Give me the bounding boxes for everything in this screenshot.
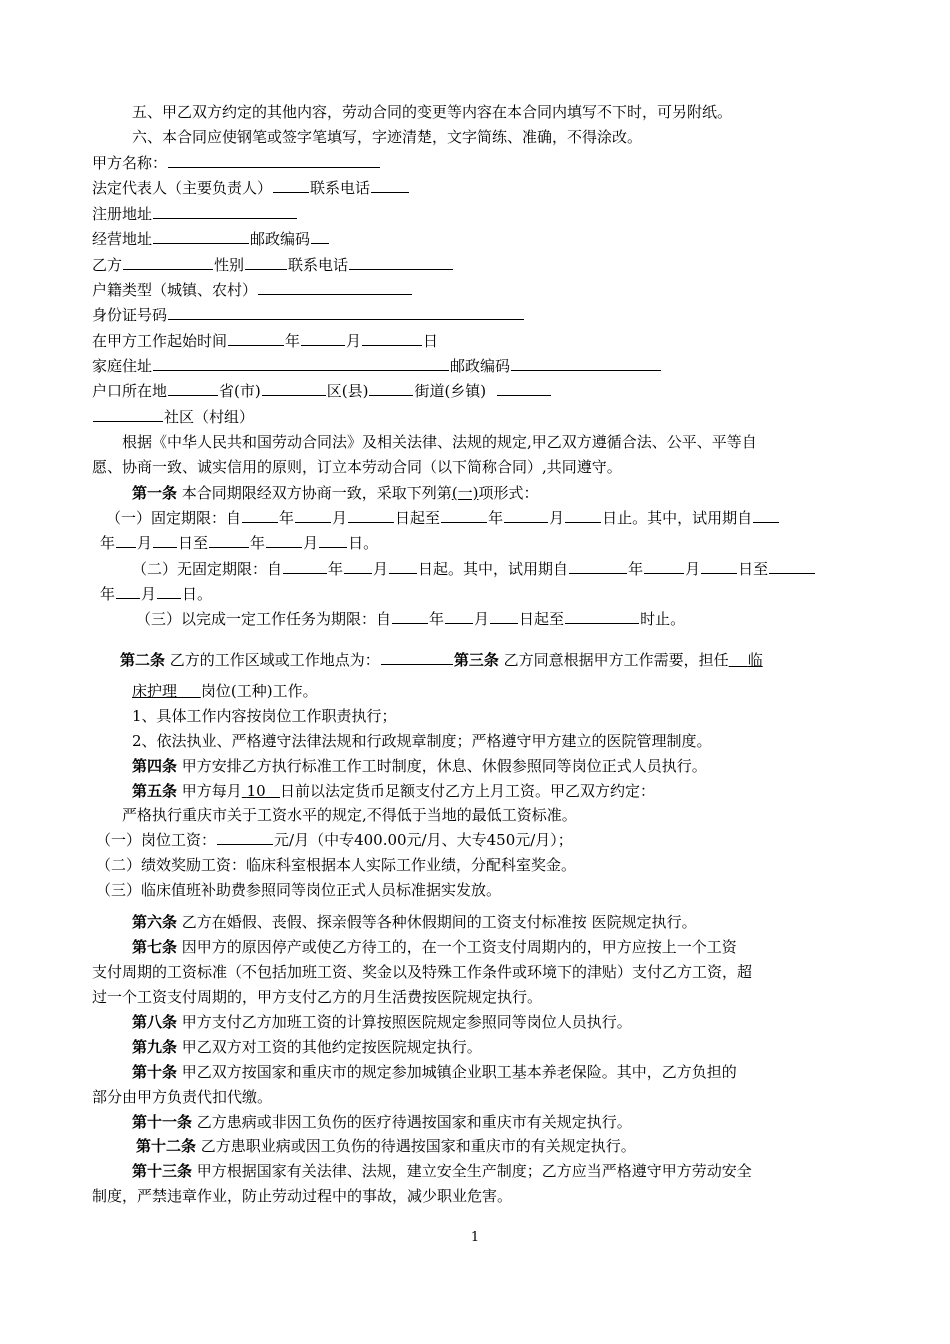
hukou-type-blank[interactable] — [258, 278, 412, 295]
reg-address-blank[interactable] — [153, 202, 297, 219]
task-start-month-blank[interactable] — [445, 607, 473, 624]
art7-title: 第七条 — [132, 938, 178, 956]
home-address-blank[interactable] — [153, 354, 449, 371]
work-location-blank[interactable] — [381, 648, 453, 665]
hukou-type-row: 户籍类型（城镇、农村） — [92, 278, 862, 302]
fixed-end-month-blank[interactable] — [504, 506, 548, 523]
fixed-start-month-blank[interactable] — [295, 506, 331, 523]
art1-opt2-line1: （二）无固定期限：自 年 月 日起。其中，试用期自 年 月 日至 — [132, 557, 872, 581]
open-prob-end-month-blank[interactable] — [116, 582, 140, 599]
note-5: 五、甲乙双方约定的其他内容，劳动合同的变更等内容在本合同内填写不下时，可另附纸。 — [132, 103, 733, 121]
intro-line-2: 愿、协商一致、诚实信用的原则，订立本劳动合同（以下简称合同）,共同遵守。 — [92, 458, 622, 476]
street-blank[interactable] — [369, 379, 413, 396]
art3-post-row: 床护理 岗位(工种)工作。 — [132, 682, 318, 700]
wage-1: （一）岗位工资： 元/月（中专400.00元/月、大专450元/月）； — [96, 828, 866, 852]
art3-title: 第三条 — [453, 651, 499, 669]
open-start-year-blank[interactable] — [283, 557, 327, 574]
open-prob-year-blank[interactable] — [569, 557, 627, 574]
art13-line-1: 第十三条 甲方根据国家有关法律、法规，建立安全生产制度；乙方应当严格遵守甲方劳动安全 — [132, 1162, 752, 1180]
biz-address-blank[interactable] — [153, 227, 249, 244]
home-address-row: 家庭住址 邮政编码 — [92, 354, 862, 378]
post-value-b[interactable]: 床护理 — [132, 682, 178, 700]
party-b-row: 乙方 性别 联系电话 — [92, 253, 862, 277]
fixed-prob-end-year-blank[interactable] — [209, 531, 249, 548]
fixed-prob-end-day-blank[interactable] — [319, 531, 347, 548]
note-6: 六、本合同应使钢笔或签字笔填写，字迹清楚，文字简练、准确，不得涂改。 — [132, 128, 643, 146]
intro-line-1: 根据《中华人民共和国劳动合同法》及相关法律、法规的规定,甲乙双方遵循合法、公平、平等自 — [122, 433, 757, 451]
post-value-a[interactable]: 临 — [747, 651, 763, 669]
art7-line-3: 过一个工资支付周期的，甲方支付乙方的月生活费按医院规定执行。 — [92, 988, 543, 1006]
art2-3-row: 第二条 乙方的工作区域或工作地点为： 第三条 乙方同意根据甲方工作需要，担任 临 — [120, 648, 865, 672]
art1-opt1-line2: 年 月 日至 年 月 日。 — [100, 531, 870, 555]
biz-address-row: 经营地址 邮政编码 — [92, 227, 862, 251]
postcode-blank[interactable] — [311, 227, 329, 244]
gender-blank[interactable] — [245, 253, 287, 270]
art8: 第八条 甲方支付乙方加班工资的计算按照医院规定参照同等岗位人员执行。 — [132, 1013, 632, 1031]
fixed-prob-end-month-blank[interactable] — [266, 531, 302, 548]
open-prob-end-day-blank[interactable] — [157, 582, 181, 599]
community-blank[interactable] — [93, 405, 163, 422]
hukou-location-row: 户口所在地 省(市) 区(县) 街道(乡镇) — [92, 379, 862, 403]
phone-blank[interactable] — [371, 176, 409, 193]
start-year-blank[interactable] — [228, 329, 284, 346]
art6-title: 第六条 — [132, 913, 178, 931]
wage-2: （二）绩效奖励工资：临床科室根据本人实际工作业绩，分配科室奖金。 — [96, 856, 577, 874]
start-time-row: 在甲方工作起始时间 年 月 日 — [92, 329, 862, 353]
district-blank[interactable] — [262, 379, 326, 396]
open-start-day-blank[interactable] — [389, 557, 417, 574]
art11-title: 第十一条 — [132, 1113, 193, 1131]
fixed-prob-month-blank[interactable] — [116, 531, 136, 548]
fixed-start-day-blank[interactable] — [348, 506, 394, 523]
art5-line-1: 第五条 甲方每月 10 日前以法定货币足额支付乙方上月工资。甲乙双方约定： — [132, 782, 656, 800]
task-start-year-blank[interactable] — [392, 607, 428, 624]
art13-line-2: 制度，严禁违章作业，防止劳动过程中的事故，减少职业危害。 — [92, 1187, 513, 1205]
art7-line-2: 支付周期的工资标准（不包括加班工资、奖金以及特殊工作条件或环境下的津贴）支付乙方工资，超 — [92, 963, 753, 981]
art1-head-row: 第一条 本合同期限经双方协商一致，采取下列第(一)项形式： — [132, 484, 539, 502]
art2-title: 第二条 — [120, 651, 166, 669]
term-choice[interactable]: (一) — [451, 484, 479, 502]
legal-rep-blank[interactable] — [273, 176, 309, 193]
home-postcode-blank[interactable] — [511, 354, 661, 371]
open-start-month-blank[interactable] — [344, 557, 372, 574]
party-b-phone-blank[interactable] — [349, 253, 453, 270]
province-blank[interactable] — [168, 379, 218, 396]
id-number-row: 身份证号码 — [92, 303, 862, 327]
legal-rep-row: 法定代表人（主要负责人） 联系电话 — [92, 176, 862, 200]
art11: 第十一条 乙方患病或非因工负伤的医疗待遇按国家和重庆市有关规定执行。 — [132, 1113, 632, 1131]
wage-3: （三）临床值班补助费参照同等岗位正式人员标准据实发放。 — [96, 881, 502, 899]
fixed-end-year-blank[interactable] — [441, 506, 487, 523]
art3-item-2: 2、依法执业、严格遵守法律法规和行政规章制度；严格遵守甲方建立的医院管理制度。 — [132, 732, 712, 750]
art12: 第十二条 乙方患职业病或因工负伤的待遇按国家和重庆市的有关规定执行。 — [136, 1137, 636, 1155]
art3-item-1: 1、具体工作内容按岗位工作职责执行； — [132, 707, 397, 725]
page-number: 1 — [470, 1230, 480, 1245]
open-prob-month-blank[interactable] — [644, 557, 684, 574]
task-end-blank[interactable] — [565, 607, 639, 624]
id-number-blank[interactable] — [168, 303, 524, 320]
art10-title: 第十条 — [132, 1063, 178, 1081]
open-prob-day-blank[interactable] — [701, 557, 737, 574]
party-a-name-row: 甲方名称： — [92, 151, 862, 175]
art1-opt1-line1: （一）固定期限：自 年 月 日起至 年 月 日止。其中，试用期自 — [106, 506, 866, 530]
art8-title: 第八条 — [132, 1013, 178, 1031]
art7-line-1: 第七条 因甲方的原因停产或使乙方待工的，在一个工资支付周期内的，甲方应按上一个工资 — [132, 938, 737, 956]
party-b-blank[interactable] — [123, 253, 213, 270]
art10-line-2: 部分由甲方负责代扣代缴。 — [92, 1088, 273, 1106]
community-row: 社区（村组） — [92, 405, 862, 429]
art13-title: 第十三条 — [132, 1162, 193, 1180]
fixed-prob-day-blank[interactable] — [153, 531, 177, 548]
art10-line-1: 第十条 甲乙双方按国家和重庆市的规定参加城镇企业职工基本养老保险。其中，乙方负担的 — [132, 1063, 737, 1081]
art4: 第四条 甲方安排乙方执行标准工作工时制度，休息、休假参照同等岗位正式人员执行。 — [132, 757, 707, 775]
art1-title: 第一条 — [132, 484, 178, 502]
art9: 第九条 甲乙双方对工资的其他约定按医院规定执行。 — [132, 1038, 482, 1056]
reg-address-row: 注册地址 — [92, 202, 862, 226]
fixed-probation-blank[interactable] — [753, 506, 779, 523]
art12-title: 第十二条 — [136, 1137, 197, 1155]
art1-opt3: （三）以完成一定工作任务为期限：自 年 月 日起至 时止。 — [136, 607, 866, 631]
art4-title: 第四条 — [132, 757, 178, 775]
start-month-blank[interactable] — [301, 329, 345, 346]
art6: 第六条 乙方在婚假、丧假、探亲假等各种休假期间的工资支付标准按 医院规定执行。 — [132, 913, 697, 931]
open-prob-end-year-blank[interactable] — [769, 557, 815, 574]
street-name-blank[interactable] — [497, 379, 551, 396]
task-start-day-blank[interactable] — [490, 607, 518, 624]
art1-opt2-line2: 年 月 日。 — [100, 582, 870, 606]
fixed-end-day-blank[interactable] — [565, 506, 601, 523]
fixed-start-year-blank[interactable] — [242, 506, 278, 523]
start-day-blank[interactable] — [362, 329, 422, 346]
pay-day-value[interactable]: 10 — [246, 782, 266, 800]
post-wage-blank[interactable] — [217, 828, 273, 845]
art5-title: 第五条 — [132, 782, 178, 800]
party-a-name-blank[interactable] — [168, 151, 380, 168]
art9-title: 第九条 — [132, 1038, 178, 1056]
art5-line-2: 严格执行重庆市关于工资水平的规定,不得低于当地的最低工资标准。 — [122, 806, 577, 824]
